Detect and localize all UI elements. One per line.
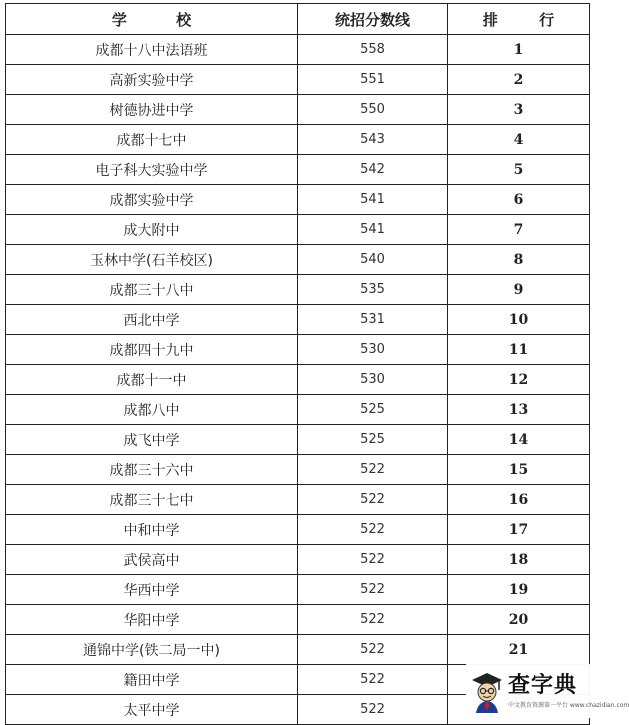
school-cell: 成都八中 [6,395,298,425]
header-school: 学 校 [6,4,298,35]
score-cell: 530 [298,365,448,395]
school-cell: 成都三十七中 [6,485,298,515]
rank-cell: 4 [448,125,590,155]
school-cell: 树德协进中学 [6,95,298,125]
rank-cell: 14 [448,425,590,455]
rank-cell: 19 [448,575,590,605]
school-cell: 成都十一中 [6,365,298,395]
score-cell: 522 [298,605,448,635]
school-cell: 华阳中学 [6,605,298,635]
score-cell: 525 [298,425,448,455]
score-cell: 522 [298,545,448,575]
table-header-row [6,4,590,35]
score-cell: 550 [298,95,448,125]
table-row [6,215,590,245]
score-cell: 522 [298,515,448,545]
table-row [6,575,590,605]
score-cell: 525 [298,395,448,425]
score-cell: 522 [298,485,448,515]
table-row [6,155,590,185]
table-row [6,275,590,305]
header-score: 统招分数线 [298,4,448,35]
score-cell: 541 [298,215,448,245]
school-cell: 成飞中学 [6,425,298,455]
school-cell: 成都三十六中 [6,455,298,485]
table-row [6,515,590,545]
rank-cell: 16 [448,485,590,515]
rank-cell: 13 [448,395,590,425]
rank-cell: 7 [448,215,590,245]
table-row [6,485,590,515]
table-row [6,335,590,365]
school-cell: 成大附中 [6,215,298,245]
school-cell: 成都三十八中 [6,275,298,305]
table-row [6,305,590,335]
table-row [6,125,590,155]
rank-cell: 20 [448,605,590,635]
score-cell: 540 [298,245,448,275]
score-cell: 522 [298,635,448,665]
watermark-title: 查字典 [508,673,578,698]
score-cell: 543 [298,125,448,155]
rank-cell: 2 [448,65,590,95]
rank-cell: 5 [448,155,590,185]
graduate-mascot-icon [470,670,504,714]
score-cell: 541 [298,185,448,215]
rank-cell: 17 [448,515,590,545]
rank-cell: 15 [448,455,590,485]
table-row [6,65,590,95]
rank-cell: 6 [448,185,590,215]
score-cell: 551 [298,65,448,95]
school-cell: 成都实验中学 [6,185,298,215]
table-row [6,455,590,485]
score-cell: 522 [298,455,448,485]
school-cell: 华西中学 [6,575,298,605]
ranking-table-container [5,3,589,725]
score-cell: 535 [298,275,448,305]
ranking-table [5,3,590,725]
school-cell: 电子科大实验中学 [6,155,298,185]
table-row [6,245,590,275]
score-cell: 522 [298,575,448,605]
score-cell: 531 [298,305,448,335]
school-cell: 籍田中学 [6,665,298,695]
score-cell: 530 [298,335,448,365]
school-cell: 玉林中学(石羊校区) [6,245,298,275]
score-cell: 558 [298,35,448,65]
table-row [6,185,590,215]
school-cell: 高新实验中学 [6,65,298,95]
watermark-subtitle: 中文教育资源第一平台 www.chazidian.com [508,702,629,709]
rank-cell: 21 [448,635,590,665]
school-cell: 成都十七中 [6,125,298,155]
school-cell: 成都十八中法语班 [6,35,298,65]
school-cell: 太平中学 [6,695,298,725]
site-watermark [466,664,629,718]
school-cell: 通锦中学(铁二局一中) [6,635,298,665]
table-row [6,35,590,65]
school-cell: 武侯高中 [6,545,298,575]
rank-cell: 18 [448,545,590,575]
table-row [6,95,590,125]
table-row [6,395,590,425]
school-cell: 成都四十九中 [6,335,298,365]
table-row [6,425,590,455]
table-row [6,635,590,665]
rank-cell: 10 [448,305,590,335]
rank-cell: 1 [448,35,590,65]
header-rank: 排 行 [448,4,590,35]
rank-cell: 11 [448,335,590,365]
table-row [6,365,590,395]
rank-cell: 9 [448,275,590,305]
score-cell: 522 [298,695,448,725]
rank-cell: 12 [448,365,590,395]
score-cell: 522 [298,665,448,695]
table-row [6,545,590,575]
rank-cell: 8 [448,245,590,275]
table-row [6,605,590,635]
rank-cell: 3 [448,95,590,125]
score-cell: 542 [298,155,448,185]
school-cell: 西北中学 [6,305,298,335]
school-cell: 中和中学 [6,515,298,545]
